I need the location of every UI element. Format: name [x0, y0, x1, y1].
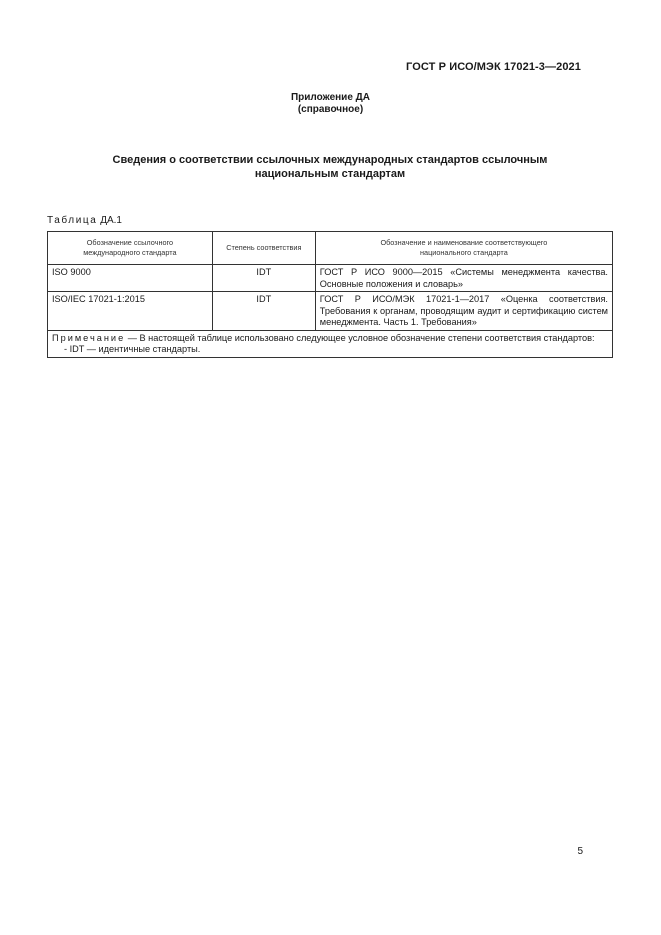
page-number: 5	[577, 846, 583, 857]
table-row	[48, 265, 613, 292]
table-row	[48, 292, 613, 331]
annex-heading	[0, 92, 661, 116]
note-label: Примечание	[52, 332, 126, 343]
cell-national-standard: ГОСТ Р ИСО 9000—2015 «Системы менеджмента качества. Основные положения и словарь»	[315, 265, 612, 292]
cell-international-standard: ISO 9000	[48, 265, 213, 292]
note-text: — В настоящей таблице использовано следующее условное обозначение степени соответствия стандартов:	[125, 332, 595, 343]
standard-code-header: ГОСТ Р ИСО/МЭК 17021-3—2021	[406, 61, 581, 73]
document-title	[60, 153, 600, 181]
table-caption-word: Таблица	[47, 215, 98, 226]
cell-degree: IDT	[212, 265, 315, 292]
header-col3-line-2: национального стандарта	[420, 248, 508, 257]
header-col1-line-1: Обозначение ссылочного	[86, 238, 174, 247]
table-note	[48, 330, 613, 357]
table-note-row	[48, 330, 613, 357]
document-title-line-2: национальным стандартам	[254, 168, 406, 180]
table-caption	[47, 215, 122, 226]
header-national-standard	[315, 232, 612, 265]
header-col1-line-2: международного стандарта	[83, 248, 177, 257]
cell-degree: IDT	[212, 292, 315, 331]
cell-national-standard: ГОСТ Р ИСО/МЭК 17021-1—2017 «Оценка соответствия. Требования к органам, проводящим аудит и сертификацию систем менеджмента. Часть 1. Требования»	[315, 292, 612, 331]
table-caption-number: ДА.1	[100, 215, 122, 226]
note-list-item: - IDT — идентичные стандарты.	[64, 344, 201, 354]
header-international-standard	[48, 232, 213, 265]
header-col3-line-1: Обозначение и наименование соответствующего	[380, 238, 548, 247]
cell-international-standard: ISO/IEC 17021-1:2015	[48, 292, 213, 331]
document-title-line-1: Сведения о соответствии ссылочных международных стандартов ссылочным	[112, 154, 548, 166]
table-header-row	[48, 232, 613, 265]
reference-standards-table	[47, 231, 613, 358]
header-degree-of-conformity: Степень соответствия	[212, 232, 315, 265]
annex-subtitle: (справочное)	[297, 104, 364, 115]
annex-title: Приложение ДА	[290, 92, 371, 103]
